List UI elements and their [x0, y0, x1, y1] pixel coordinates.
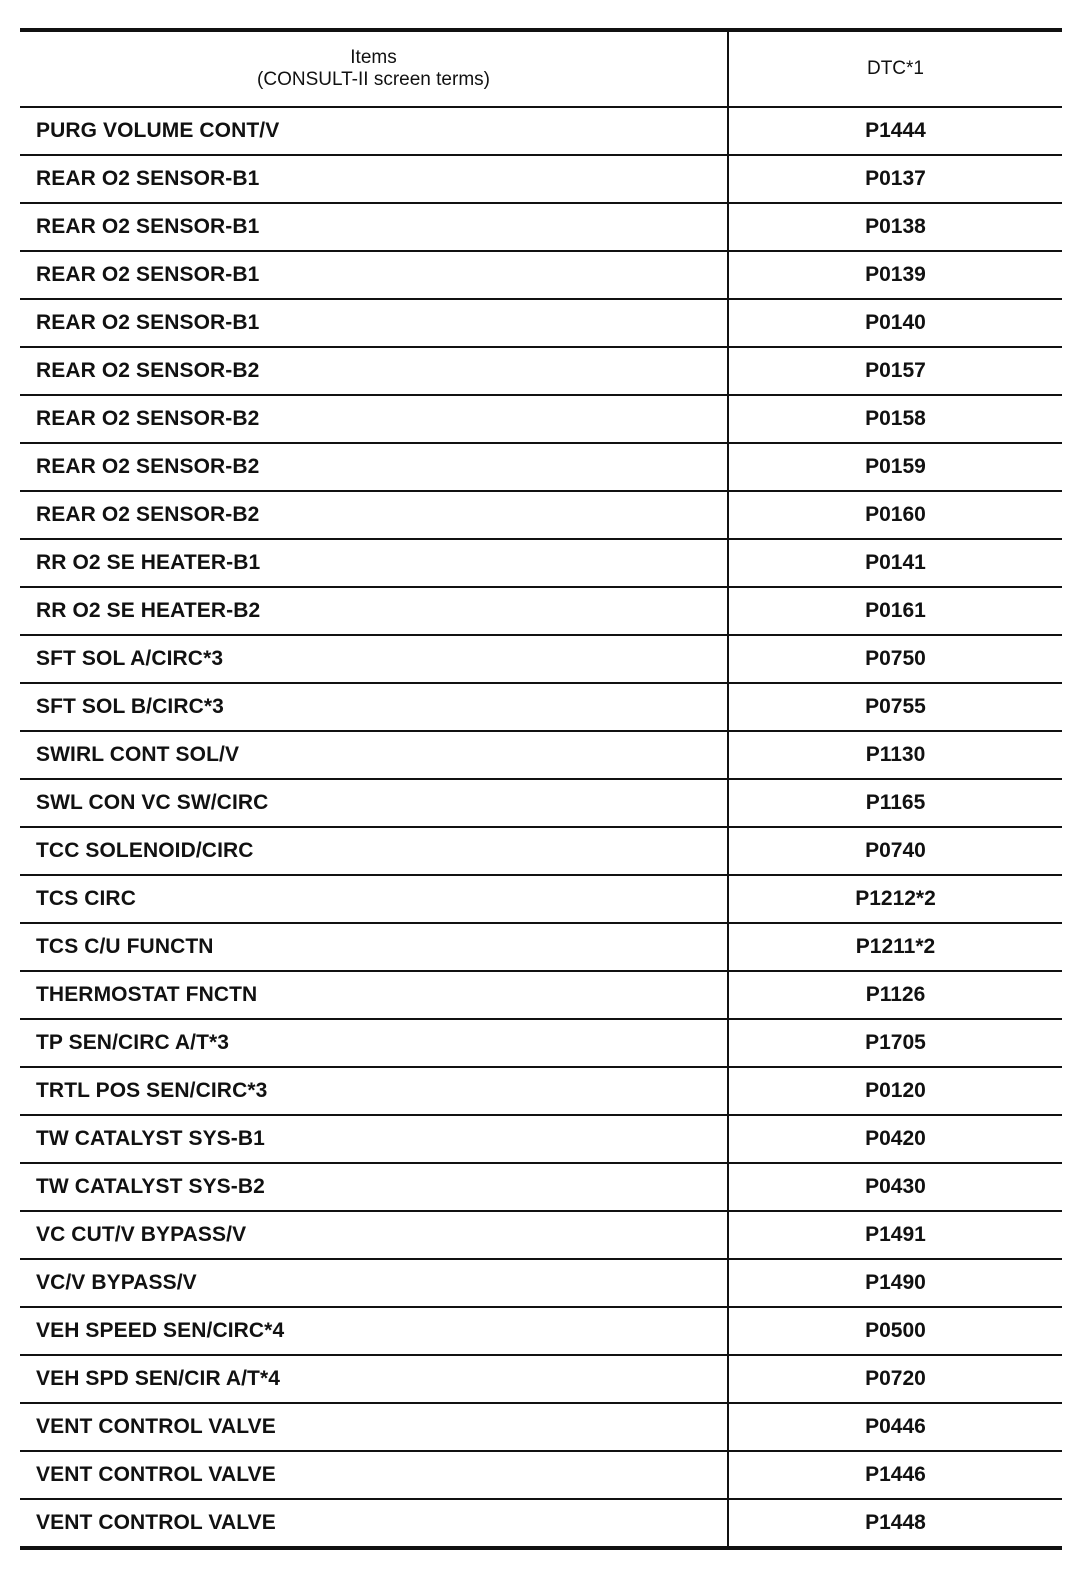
dtc-table [20, 28, 1062, 1550]
item-cell: REAR O2 SENSOR-B1 [20, 155, 728, 203]
item-cell: TP SEN/CIRC A/T*3 [20, 1019, 728, 1067]
table-row [20, 1355, 1062, 1403]
dtc-cell: P1446 [728, 1451, 1062, 1499]
dtc-cell: P1211*2 [728, 923, 1062, 971]
table-row [20, 1451, 1062, 1499]
dtc-cell: P0500 [728, 1307, 1062, 1355]
dtc-cell: P1705 [728, 1019, 1062, 1067]
dtc-cell: P1490 [728, 1259, 1062, 1307]
table-row [20, 1211, 1062, 1259]
dtc-cell: P0157 [728, 347, 1062, 395]
table-row [20, 779, 1062, 827]
table-row [20, 1115, 1062, 1163]
item-cell: RR O2 SE HEATER-B2 [20, 587, 728, 635]
table-header [20, 30, 1062, 107]
item-cell: REAR O2 SENSOR-B2 [20, 395, 728, 443]
items-header-line1: Items [350, 47, 397, 68]
item-cell: THERMOSTAT FNCTN [20, 971, 728, 1019]
dtc-cell: P0120 [728, 1067, 1062, 1115]
items-header-line2: (CONSULT-II screen terms) [257, 69, 490, 90]
item-cell: PURG VOLUME CONT/V [20, 107, 728, 155]
table-row [20, 827, 1062, 875]
dtc-cell: P1491 [728, 1211, 1062, 1259]
item-cell: TCC SOLENOID/CIRC [20, 827, 728, 875]
table-row [20, 971, 1062, 1019]
dtc-cell: P0740 [728, 827, 1062, 875]
item-cell: RR O2 SE HEATER-B1 [20, 539, 728, 587]
table-body [20, 107, 1062, 1548]
dtc-cell: P0137 [728, 155, 1062, 203]
item-cell: VENT CONTROL VALVE [20, 1499, 728, 1548]
items-column-header [20, 30, 728, 107]
dtc-cell: P0141 [728, 539, 1062, 587]
dtc-cell: P0138 [728, 203, 1062, 251]
header-row [20, 30, 1062, 107]
item-cell: SFT SOL A/CIRC*3 [20, 635, 728, 683]
table-row [20, 1499, 1062, 1548]
item-cell: VEH SPD SEN/CIR A/T*4 [20, 1355, 728, 1403]
item-cell: REAR O2 SENSOR-B2 [20, 443, 728, 491]
dtc-table-container [20, 28, 1062, 1550]
table-row [20, 1067, 1062, 1115]
table-row [20, 635, 1062, 683]
dtc-cell: P1126 [728, 971, 1062, 1019]
dtc-cell: P0140 [728, 299, 1062, 347]
table-row [20, 923, 1062, 971]
dtc-cell: P1212*2 [728, 875, 1062, 923]
dtc-cell: P0159 [728, 443, 1062, 491]
dtc-cell: P1444 [728, 107, 1062, 155]
table-row [20, 299, 1062, 347]
item-cell: TW CATALYST SYS-B2 [20, 1163, 728, 1211]
item-cell: REAR O2 SENSOR-B1 [20, 251, 728, 299]
table-row [20, 107, 1062, 155]
table-row [20, 395, 1062, 443]
item-cell: SWL CON VC SW/CIRC [20, 779, 728, 827]
dtc-cell: P0420 [728, 1115, 1062, 1163]
item-cell: TCS C/U FUNCTN [20, 923, 728, 971]
item-cell: SFT SOL B/CIRC*3 [20, 683, 728, 731]
item-cell: VENT CONTROL VALVE [20, 1403, 728, 1451]
item-cell: TRTL POS SEN/CIRC*3 [20, 1067, 728, 1115]
table-row [20, 1163, 1062, 1211]
item-cell: VC CUT/V BYPASS/V [20, 1211, 728, 1259]
table-row [20, 443, 1062, 491]
table-row [20, 347, 1062, 395]
item-cell: SWIRL CONT SOL/V [20, 731, 728, 779]
item-cell: TW CATALYST SYS-B1 [20, 1115, 728, 1163]
table-row [20, 1259, 1062, 1307]
table-row [20, 251, 1062, 299]
table-row [20, 155, 1062, 203]
dtc-cell: P0430 [728, 1163, 1062, 1211]
item-cell: VC/V BYPASS/V [20, 1259, 728, 1307]
item-cell: REAR O2 SENSOR-B1 [20, 203, 728, 251]
dtc-cell: P0755 [728, 683, 1062, 731]
table-row [20, 539, 1062, 587]
dtc-cell: P1130 [728, 731, 1062, 779]
dtc-cell: P0161 [728, 587, 1062, 635]
item-cell: REAR O2 SENSOR-B2 [20, 347, 728, 395]
dtc-cell: P0139 [728, 251, 1062, 299]
table-row [20, 1307, 1062, 1355]
item-cell: TCS CIRC [20, 875, 728, 923]
item-cell: VENT CONTROL VALVE [20, 1451, 728, 1499]
table-row [20, 587, 1062, 635]
dtc-cell: P0446 [728, 1403, 1062, 1451]
table-row [20, 203, 1062, 251]
item-cell: VEH SPEED SEN/CIRC*4 [20, 1307, 728, 1355]
table-row [20, 875, 1062, 923]
item-cell: REAR O2 SENSOR-B2 [20, 491, 728, 539]
table-row [20, 683, 1062, 731]
table-row [20, 491, 1062, 539]
table-row [20, 1403, 1062, 1451]
dtc-column-header: DTC*1 [866, 58, 924, 79]
table-row [20, 731, 1062, 779]
dtc-cell: P0160 [728, 491, 1062, 539]
table-row [20, 1019, 1062, 1067]
dtc-cell: P1165 [728, 779, 1062, 827]
dtc-cell: P1448 [728, 1499, 1062, 1548]
dtc-cell: P0720 [728, 1355, 1062, 1403]
dtc-cell: P0158 [728, 395, 1062, 443]
dtc-cell: P0750 [728, 635, 1062, 683]
item-cell: REAR O2 SENSOR-B1 [20, 299, 728, 347]
